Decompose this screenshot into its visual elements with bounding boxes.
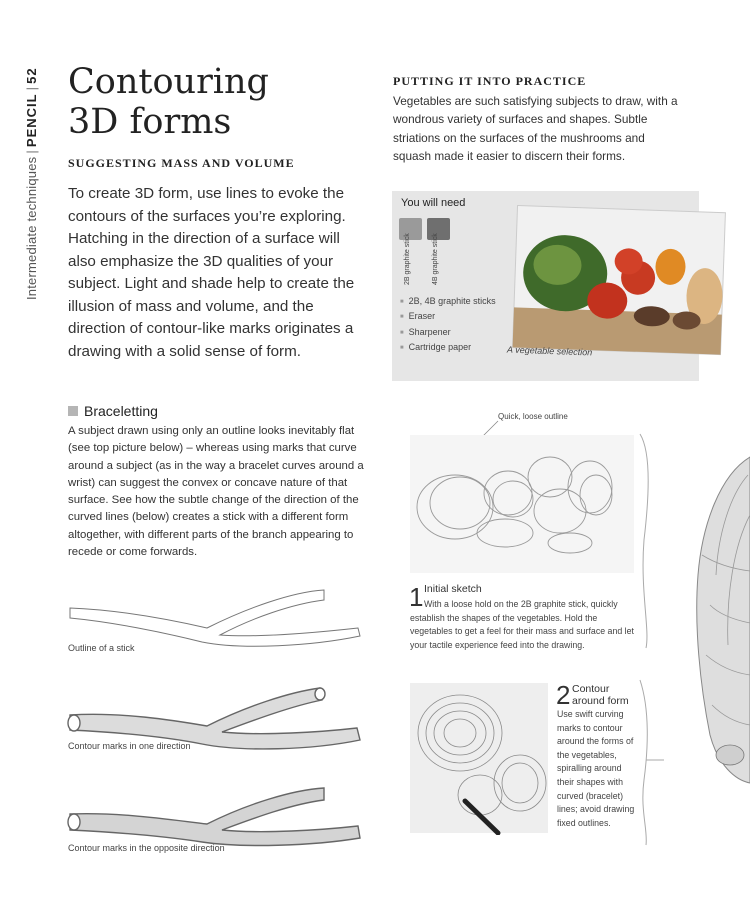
materials-list	[400, 294, 496, 355]
stick-contour-two-drawing	[68, 788, 360, 845]
sketch-annotation: Quick, loose outline	[498, 412, 568, 421]
page-number: 52	[24, 67, 39, 84]
stick-contour-one-drawing	[68, 688, 360, 749]
page-title	[68, 62, 269, 142]
step1-sketch	[410, 415, 635, 575]
bracket-lines	[636, 430, 666, 850]
stick-outline-drawing	[70, 590, 360, 646]
medium-label: PENCIL	[24, 93, 39, 148]
title-line-2: 3D forms	[68, 102, 232, 142]
page-subtitle: SUGGESTING MASS AND VOLUME	[68, 156, 295, 170]
materials-item: ■ Eraser	[400, 309, 496, 324]
step1-text: With a loose hold on the 2B graphite stick, quickly establish the shapes of the vegetables. Hold the vegetables to get a feel for their mass and surface and let your tactile experience feed into the drawing.	[410, 599, 634, 650]
stick-caption-outline: Outline of a stick	[68, 643, 135, 653]
practice-text: Vegetables are such satisfying subjects to draw, with a wondrous variety of surfaces and shapes. Subtle striations on the surfaces of the mushrooms and squash made it easier to discern their forms.	[393, 94, 678, 163]
cabbage-drawing	[690, 455, 750, 785]
title-line-1: Contouring	[68, 62, 269, 102]
step1-title: Initial sketch	[424, 583, 482, 595]
materials-item: ■ 2B, 4B graphite sticks	[400, 294, 496, 309]
vegetable-photo	[505, 205, 730, 360]
photo-caption: A vegetable selection	[506, 344, 593, 358]
running-header: Intermediate techniques|PENCIL|52	[24, 67, 39, 300]
braceletting-heading-text: Braceletting	[84, 403, 158, 419]
materials-item: ■ Sharpener	[400, 325, 496, 340]
step1-number: 1	[409, 582, 424, 612]
heading-square-icon	[68, 406, 78, 416]
section-name: Intermediate techniques	[24, 156, 39, 300]
materials-item: ■ Cartridge paper	[400, 340, 496, 355]
intro-paragraph: To create 3D form, use lines to evoke the contours of the surfaces you’re exploring. Hatching in the direction of a surface will also emphasize the 3D qualities of your subject. Light and shade help to create the illusion of mass and volume, and the direction of contour-like marks originates a drawing with a solid sense of form.	[68, 185, 355, 360]
braceletting-heading	[68, 403, 158, 419]
step2-text: Use swift curving marks to contour around the forms of the vegetables, spiralling around their shapes with curved (bracelet) lines; avoid drawing fixed outlines.	[557, 709, 635, 828]
step2-number: 2	[556, 680, 571, 710]
stick-caption-opposite: Contour marks in the opposite direction	[68, 843, 225, 853]
stick-illustrations	[62, 580, 372, 860]
swatch-label-2b: 2B graphite stick	[404, 233, 411, 285]
step2-title: Contour around form	[572, 683, 629, 707]
braceletting-text: A subject drawn using only an outline looks inevitably flat (see top picture below) – whereas using marks that curve around a subject (as in the way a bracelet curves around a wrist) can suggest the convex or concave nature of that surface. See how the subtle change of the direction of the curved lines (below) creates a stick with a different form altogether, with different parts of the branch appearing to recede or come forwards.	[68, 425, 364, 559]
step2-sketch	[410, 683, 550, 835]
swatch-label-4b: 4B graphite stick	[432, 233, 439, 285]
stick-caption-one-direction: Contour marks in one direction	[68, 741, 191, 751]
materials-heading: You will need	[401, 197, 466, 209]
practice-heading: PUTTING IT INTO PRACTICE	[393, 74, 587, 88]
